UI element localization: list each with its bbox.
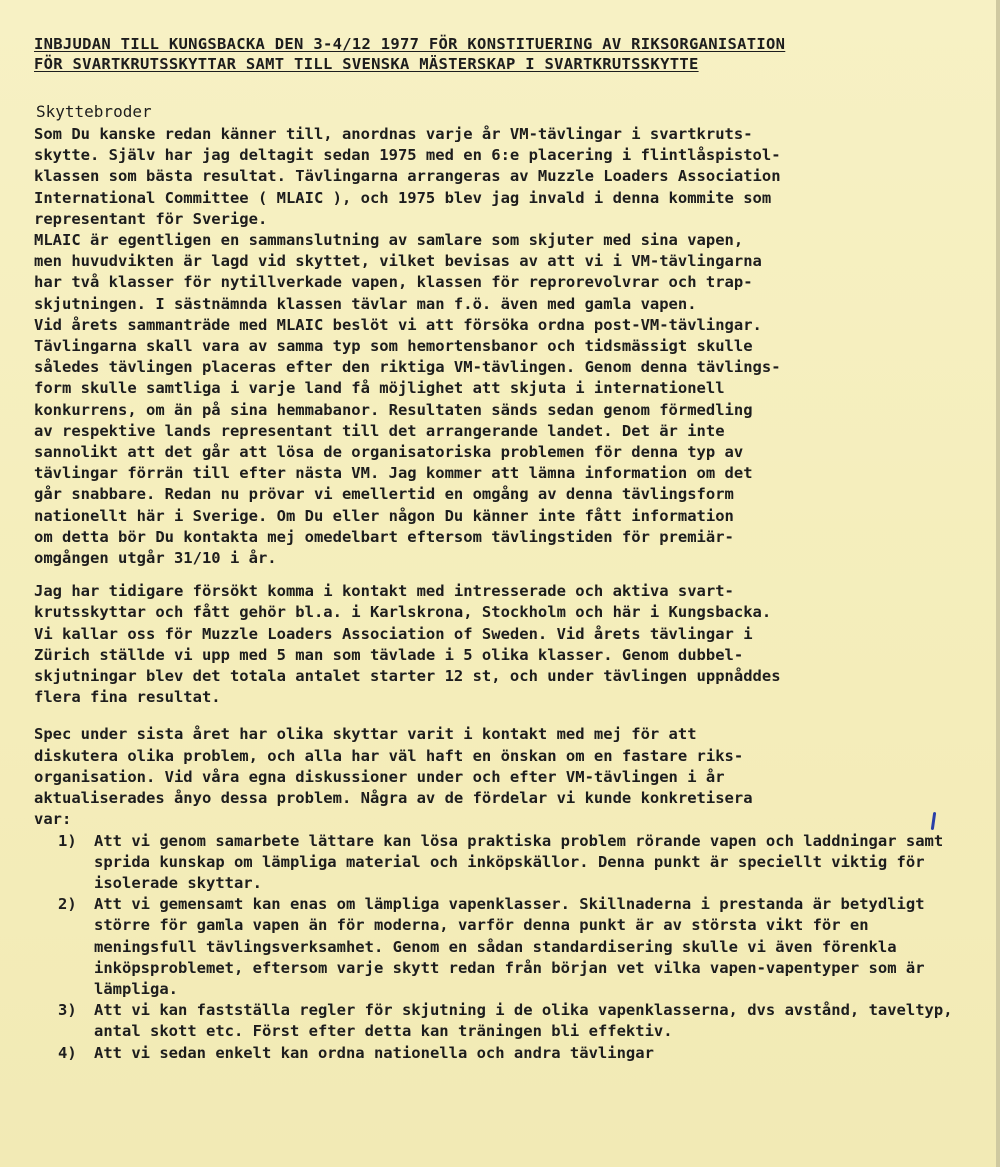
text-line: form skulle samtliga i varje land få möjlighet att skjuta i internationell <box>34 379 725 398</box>
text-line: Vi kallar oss för Muzzle Loaders Association of Sweden. Vid årets tävlingar i <box>34 624 753 643</box>
text-line: Att vi kan fastställa regler för skjutning i de olika vapenklasserna, dvs <box>94 1001 776 1020</box>
text-line: går snabbare. Redan nu prövar vi emellertid en omgång av denna tävlingsform <box>34 485 734 504</box>
list-number: 2) <box>58 895 77 914</box>
text-line: skjutningar blev det totala antalet starter 12 st, och under tävlingen uppnåddes <box>34 667 781 686</box>
text-line: Tävlingarna skall vara av samma typ som hemortensbanor och tidsmässigt skulle <box>34 337 753 356</box>
list-number: 4) <box>58 1043 77 1062</box>
paragraph-gap <box>34 569 974 581</box>
text-line: och laddningar samt sprida kunskap om lämpliga material och inköpskällor. <box>94 831 944 871</box>
text-line: var: <box>34 810 72 829</box>
text-line: effektiv. <box>588 1022 673 1041</box>
text-line: diskutera olika problem, och alla har väl haft en önskan om en fastare riks- <box>34 746 744 765</box>
page-edge <box>996 0 1000 1167</box>
paragraph-3 <box>34 315 974 569</box>
text-line: nationellt här i Sverige. Om Du eller någon Du känner inte fått information <box>34 506 734 525</box>
text-line: Som Du kanske redan känner till, anordnas varje år VM-tävlingar i svartkruts- <box>34 125 753 143</box>
text-line: standardisering skulle vi även förenkla inköpsproblemet, eftersom varje <box>94 937 897 977</box>
text-line: Att vi gemensamt kan enas om lämpliga vapenklasser. Skillnaderna i prestanda <box>94 895 804 914</box>
text-line: MLAIC är egentligen en sammanslutning av samlare som skjuter med sina vapen, <box>34 231 744 250</box>
paragraph-gap <box>34 708 974 724</box>
letter-body <box>34 124 974 1064</box>
text-line: flera fina resultat. <box>34 688 221 707</box>
text-line: konkurrens, om än på sina hemmabanor. Resultaten sänds sedan genom förmedling <box>34 400 753 419</box>
text-line: omgången utgår 31/10 i år. <box>34 549 277 568</box>
document-title <box>34 34 964 74</box>
text-line: skytte. Själv har jag deltagit sedan 1975 med en 6:e placering i flintlåspistol- <box>34 146 781 165</box>
text-line: men huvudvikten är lagd vid skyttet, vilket bevisas av att vi i VM-tävlingarna <box>34 252 762 271</box>
text-line: Vid årets sammanträde med MLAIC beslöt vi att försöka ordna post-VM-tävlingar. <box>34 315 762 334</box>
paragraph-4 <box>34 581 974 708</box>
list-number: 3) <box>58 1001 77 1020</box>
text-line: Denna punkt är speciellt viktig för isolerade skyttar. <box>94 852 925 892</box>
title-line-1: INBJUDAN TILL KUNGSBACKA DEN 3-4/12 1977 FÖR KONSTITUERING AV RIKSORGANISATION <box>34 35 786 53</box>
list-item <box>34 1000 974 1042</box>
text-line: tävlingar förrän till efter nästa VM. Jag kommer att lämna information om det <box>34 464 753 483</box>
text-line: organisation. Vid våra egna diskussioner under och efter VM-tävlingen i år <box>34 767 725 786</box>
list-item <box>34 1043 974 1064</box>
text-line: aktualiserades ånyo dessa problem. Några av de fördelar vi kunde konkretisera <box>34 789 753 808</box>
paragraph-5 <box>34 724 974 830</box>
numbered-list <box>34 831 974 1064</box>
text-line: avstånd, taveltyp, antal skott etc. Först efter detta kan träningen bli <box>94 1001 953 1041</box>
salutation: Skyttebroder <box>36 102 152 121</box>
text-line: är betydligt större för gamla vapen än för moderna, varför denna punkt är <box>94 895 925 935</box>
text-line: om detta bör Du kontakta mej omedelbart eftersom tävlingstiden för premiär- <box>34 527 734 546</box>
paragraph-2 <box>34 230 974 315</box>
title-line-2: FÖR SVARTKRUTSSKYTTAR SAMT TILL SVENSKA MÄSTERSKAP I SVARTKRUTSSKYTTE <box>34 55 699 73</box>
text-line: Att vi sedan enkelt kan ordna nationella och andra tävlingar <box>94 1043 654 1062</box>
text-line: Zürich ställde vi upp med 5 man som tävlade i 5 olika klasser. Genom dubbel- <box>34 645 744 664</box>
text-line: således tävlingen placeras efter den riktiga VM-tävlingen. Genom denna tävlings- <box>34 358 781 377</box>
text-line: skytt redan från början vet vilka vapen-vapentyper som är lämpliga. <box>94 958 925 998</box>
list-item <box>34 894 974 1000</box>
text-line: Spec under sista året har olika skyttar varit i kontakt med mej för att <box>34 725 697 744</box>
list-number: 1) <box>58 831 77 850</box>
text-line: krutsskyttar och fått gehör bl.a. i Karlskrona, Stockholm och här i Kungsbacka. <box>34 603 772 622</box>
text-line: International Committee ( MLAIC ), och 1975 blev jag invald i denna kommite som <box>34 188 772 207</box>
text-line: Att vi genom samarbete lättare kan lösa praktiska problem rörande vapen <box>94 831 757 850</box>
text-line: av respektive lands representant till det arrangerande landet. Det är inte <box>34 421 725 440</box>
list-item <box>34 831 974 895</box>
text-line: klassen som bästa resultat. Tävlingarna arrangeras av Muzzle Loaders Association <box>34 167 781 186</box>
text-line: har två klasser för nytillverkade vapen, klassen för reprorevolvrar och trap- <box>34 273 753 292</box>
text-line: Jag har tidigare försökt komma i kontakt med intresserade och aktiva svart- <box>34 582 734 601</box>
text-line: sannolikt att det går att lösa de organisatoriska problemen för denna typ av <box>34 443 744 462</box>
text-line: skjutningen. I sästnämnda klassen tävlar man f.ö. även med gamla vapen. <box>34 294 697 313</box>
text-line: representant för Sverige. <box>34 209 268 228</box>
text-line: av största vikt för en meningsfull tävlingsverksamhet. Genom en sådan <box>94 916 869 956</box>
paragraph-1 <box>34 124 974 230</box>
